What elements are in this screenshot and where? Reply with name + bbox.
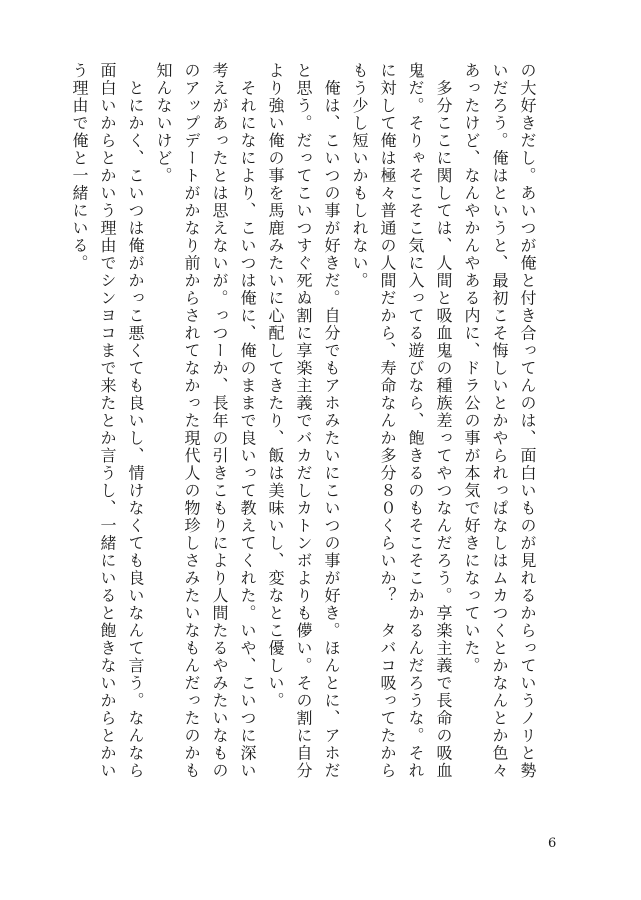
paragraph: 多分ここに関しては、人間と吸血鬼の種族差ってやつなんだろう。享楽主義で長命の吸血鬼だ。そりゃそこそこ気に入ってる遊びなら、飽きるのもそこそこかかるんだろうな。それに対して俺は極々普通の人間だから、寿命なんか多分８０くらいか？ タバコ吸ってたからもう少し短いかもしれない。	[350, 62, 453, 780]
page-number: 6	[548, 836, 557, 851]
body-text	[70, 62, 541, 792]
paragraph: 俺は、こいつの事が好きだ。自分でもアホみたいにこいつの事が好き。ほんとに、アホだと思う。だってこいつすぐ死ぬ割に享楽主義でバカだしカトンボよりも儚い。その割に自分より強い俺の事を馬鹿みたいに心配してきたり、飯は美味いし、変なとこ優しい。	[266, 62, 341, 780]
paragraph: の大好きだし。あいつが俺と付き合ってんのは、面白いものが見れるからっていうノリと勢いだろう。俺はというと、最初こそ悔しいとかやられっぱなしはムカつくとかなんとか色々あったけど、なんやかんやある内に、ドラ公の事が本気で好きになっていた。	[462, 62, 537, 780]
paragraph: とにかく、こいつは俺がかっこ悪くても良いし、情けなくても良いなんて言う。なんなら面白いからとかいう理由でシンヨコまで来たとか言うし、一緒にいると飽きないからとかいう理由で俺と一緒にいる。	[70, 62, 145, 780]
paragraph: それになにより、こいつは俺に、俺のままで良いって教えてくれた。いや、こいつに深い考えがあったとは思えないが。っつーか、長年の引きこもりにより人間たるやみたいなもののアップデートがかなり前からされてなかった現代人の物珍しさみたいなもんだったのかも知んないけど。	[154, 62, 257, 780]
